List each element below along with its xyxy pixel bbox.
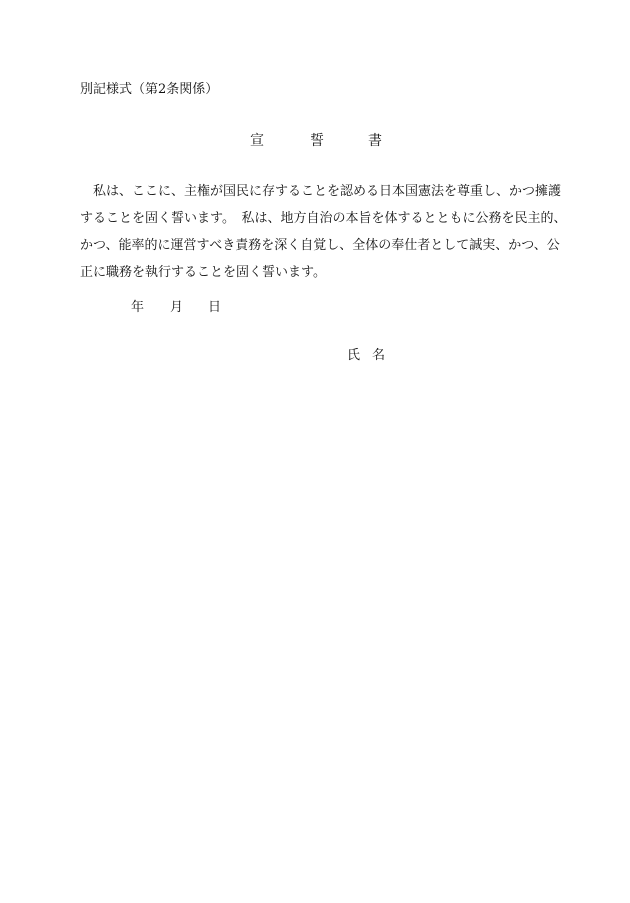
date-line	[0, 300, 630, 316]
signature-line	[0, 348, 630, 364]
document-title	[0, 132, 630, 150]
oath-line-1: 私は、ここに、主権が国民に存することを認める日本国憲法を尊重し、かつ擁護	[93, 184, 562, 199]
title-char-1: 宣	[250, 133, 264, 149]
oath-paragraph	[80, 178, 567, 286]
oath-line-3: かつ、能率的に運営すべき責務を深く自覚し、全体の奉仕者として誠実、かつ、公	[80, 238, 560, 253]
date-month-label: 月	[170, 300, 184, 315]
title-char-2: 誓	[310, 133, 324, 149]
form-reference-label: 別記様式（第2条関係）	[80, 82, 219, 97]
signature-label-char-1: 氏	[347, 348, 361, 363]
signature-label-char-2: 名	[372, 348, 386, 363]
date-year-label: 年	[131, 300, 145, 315]
oath-line-2: することを固く誓います。 私は、地方自治の本旨を体するとともに公務を民主的、	[80, 211, 567, 226]
title-char-3: 書	[368, 133, 382, 149]
oath-line-4: 正に職務を執行することを固く誓います。	[80, 265, 326, 280]
date-day-label: 日	[208, 300, 222, 315]
